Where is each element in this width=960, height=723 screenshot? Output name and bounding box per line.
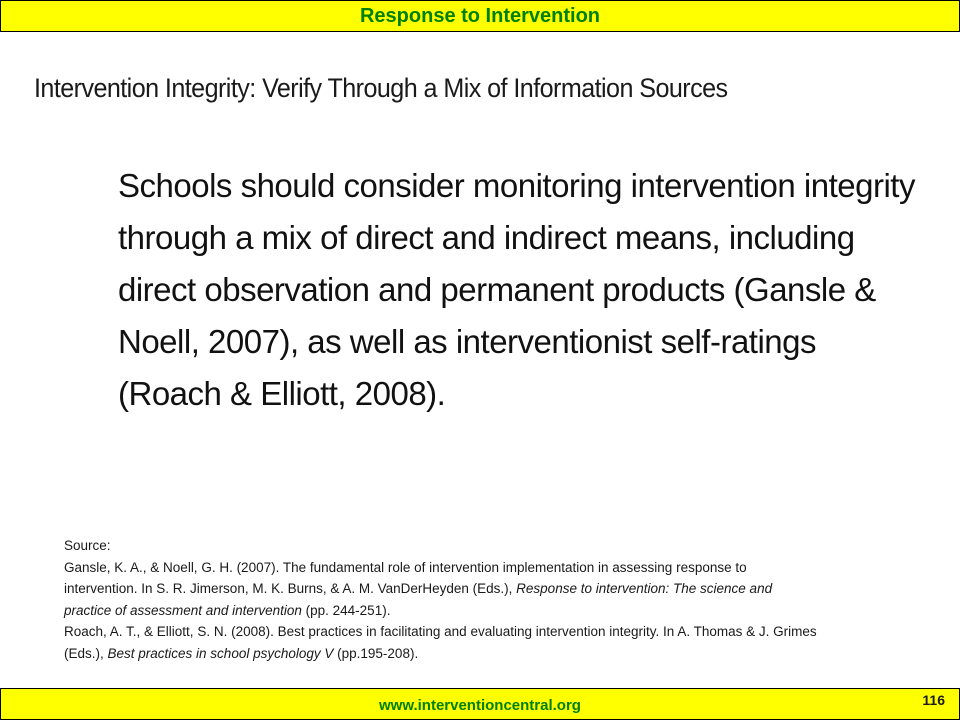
top-banner — [0, 0, 960, 32]
banner-title: Response to Intervention — [359, 5, 601, 27]
source-block — [64, 535, 924, 664]
reference-line: (Eds.), Best practices in school psychology V (pp.195-208). — [64, 645, 419, 661]
source-label: Source: — [64, 538, 111, 553]
reference-line: Roach, A. T., & Elliott, S. N. (2008). Best practices in facilitating and evaluating intervention integrity. In A. Thomas & J. Grimes — [64, 624, 817, 639]
page-number: 116 — [922, 692, 945, 708]
slide-title: Intervention Integrity: Verify Through a Mix of Information Sources — [34, 73, 728, 103]
bottom-banner — [0, 688, 960, 720]
reference-line: intervention. In S. R. Jimerson, M. K. Burns, & A. M. VanDerHeyden (Eds.), Response to intervention: The science and — [64, 581, 773, 596]
website-link[interactable]: www.interventioncentral.org — [379, 697, 581, 714]
reference-line: Gansle, K. A., & Noell, G. H. (2007). The fundamental role of intervention implementation in assessing response to — [64, 559, 747, 575]
body-text: Schools should consider monitoring intervention integrity through a mix of direct and indirect means, including direct observation and permanent products (Gansle & Noell, 2007), as well as interventionist self-ratings (Roach & Elliott, 2008). — [118, 167, 915, 412]
reference-line: practice of assessment and intervention (pp. 244-251). — [64, 602, 391, 618]
